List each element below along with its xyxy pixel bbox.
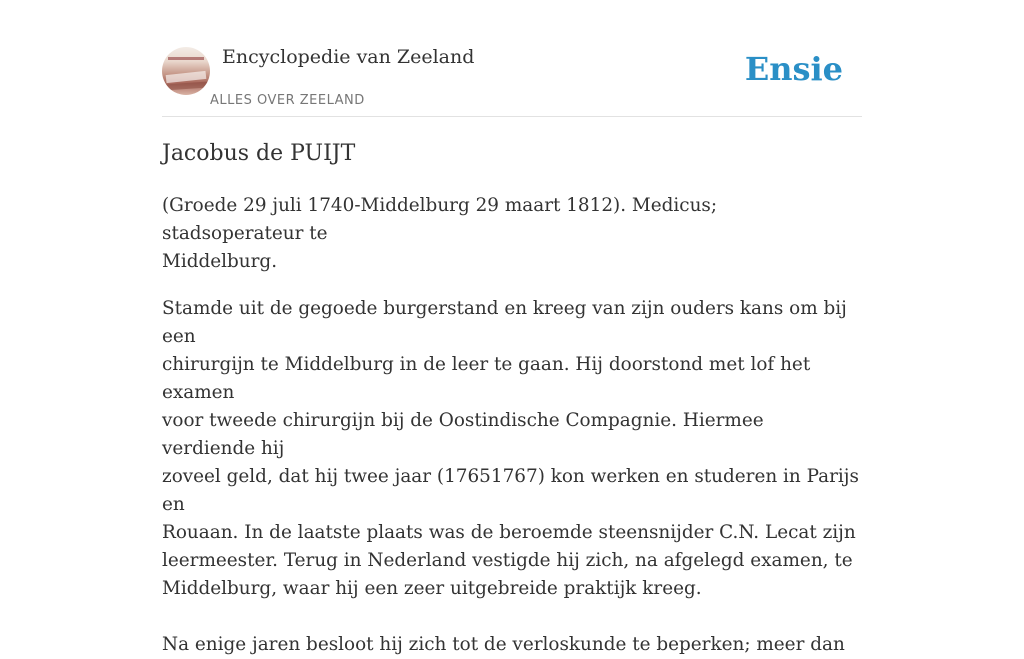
site-header — [162, 46, 862, 117]
article-paragraph: Na enige jaren besloot hij zich tot de verloskunde te beperken; meer dan — [162, 634, 845, 655]
article-paragraph: (Groede 29 juli 1740-Middelburg 29 maart 1812). Medicus; stadsoperateur te Middelburg. — [162, 195, 718, 272]
site-subtitle: ALLES OVER ZEELAND — [210, 93, 365, 108]
page-title: Jacobus de PUIJT — [162, 141, 356, 166]
article-paragraph: Stamde uit de gegoede burgerstand en kreeg van zijn ouders kans om bij een chirurgijn te Middelburg in de leer te gaan. Hij doorstond met lof het examen voor tweede chirurgijn bij de Oostindische Compagnie. Hiermee verdiende hij zoveel geld, dat hij twee jaar (17651767) kon werken en studeren in Parijs en Rouaan. In de laatste plaats was de beroemde steensnijder C.N. Lecat zijn leermeester. Terug in Nederland vestigde hij zich, na afgelegd examen, te Middelburg, waar hij een zeer uitgebreide praktijk kreeg. — [162, 298, 859, 599]
brand-logo[interactable]: Ensie — [744, 50, 843, 88]
site-avatar[interactable] — [162, 47, 210, 95]
article-content — [162, 138, 862, 659]
site-title[interactable]: Encyclopedie van Zeeland — [222, 46, 475, 68]
